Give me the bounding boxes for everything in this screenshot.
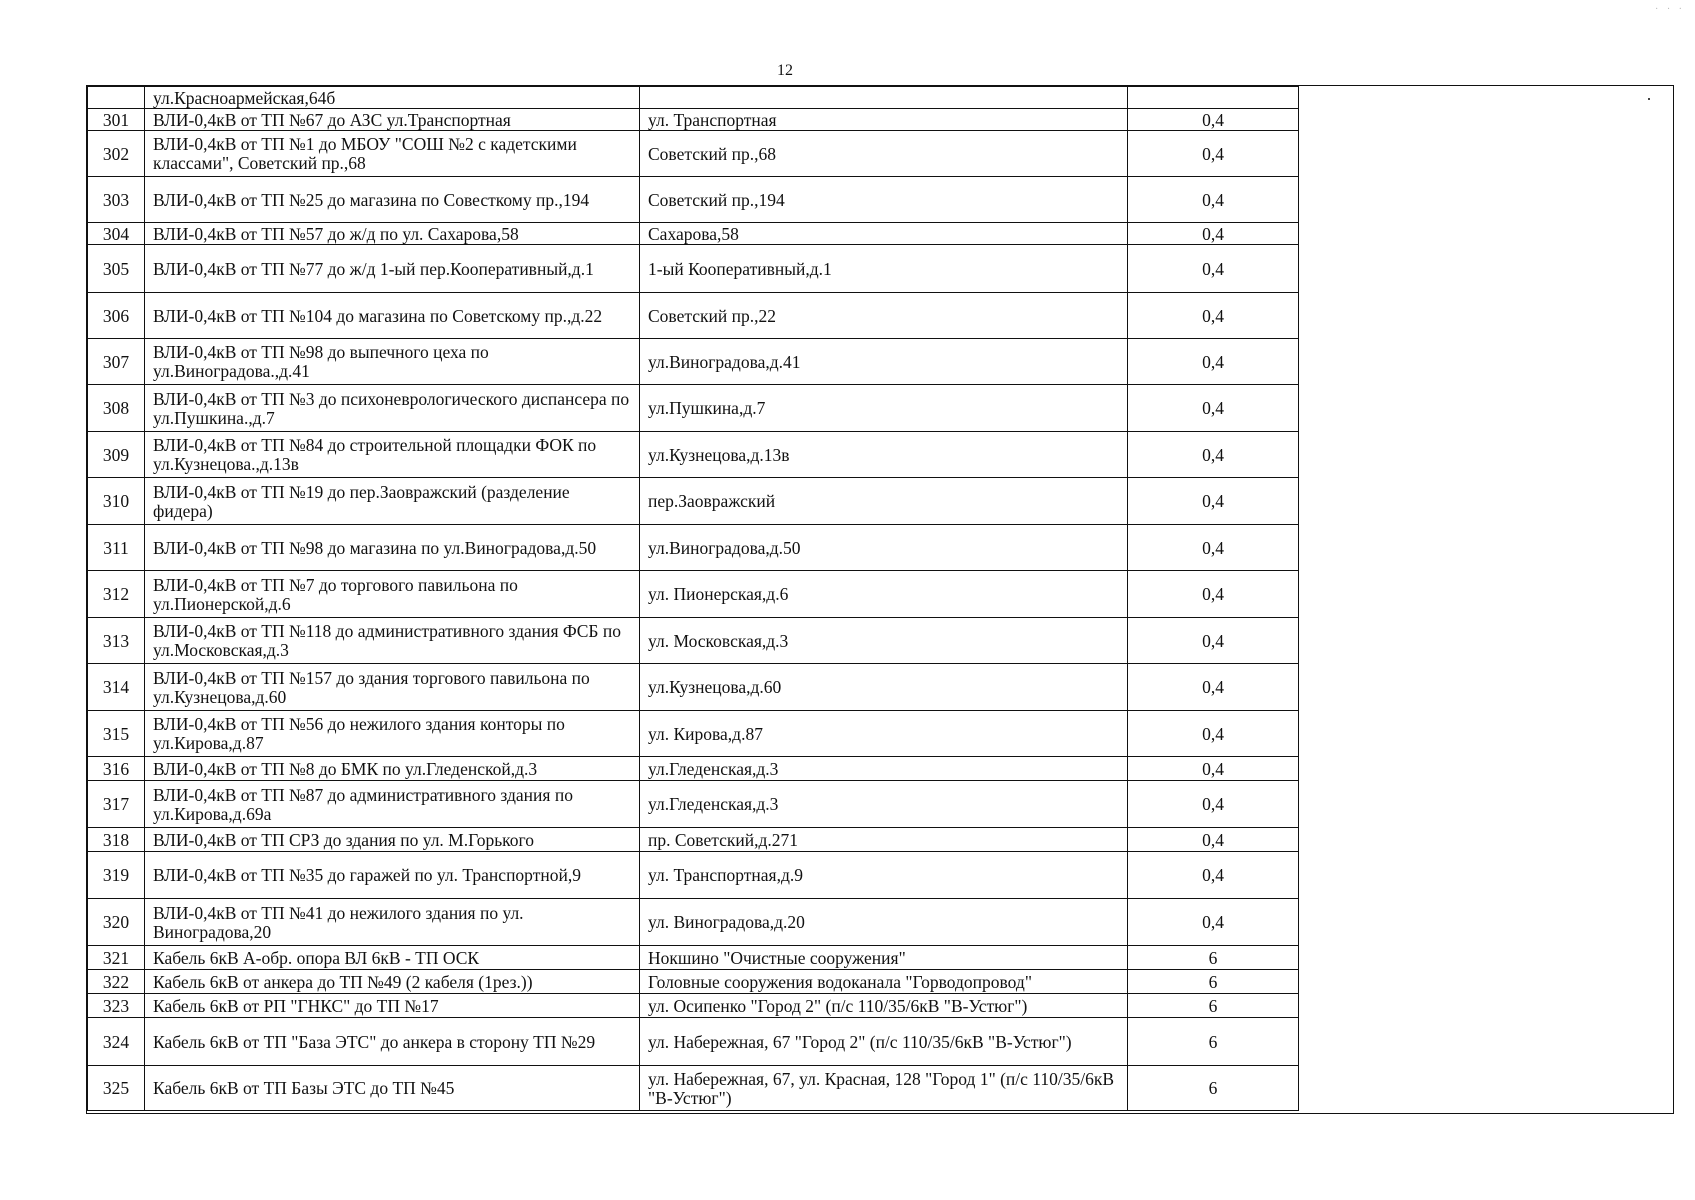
line-description-cell: ВЛИ-0,4кВ от ТП №98 до магазина по ул.Виноградова,д.50: [145, 525, 640, 571]
row-number-cell: 306: [88, 293, 145, 339]
table-row: [88, 664, 1299, 711]
row-number-cell: 321: [88, 946, 145, 970]
voltage-cell: 0,4: [1128, 293, 1299, 339]
table-row: [88, 1018, 1299, 1066]
address-cell: ул. Кирова,д.87: [640, 711, 1128, 757]
address-cell: ул.Кузнецова,д.60: [640, 664, 1128, 711]
row-number-cell: 303: [88, 177, 145, 223]
table-row: [88, 994, 1299, 1018]
scan-corner-mark: · · ·: [1655, 4, 1685, 15]
table-row: [88, 339, 1299, 385]
address-cell: Сахарова,58: [640, 223, 1128, 245]
row-number-cell: 313: [88, 618, 145, 664]
voltage-cell: 0,4: [1128, 711, 1299, 757]
address-cell: пер.Заовражский: [640, 478, 1128, 525]
address-cell: Головные сооружения водоканала "Горводопровод": [640, 970, 1128, 994]
address-cell: ул. Виноградова,д.20: [640, 899, 1128, 946]
line-description-cell: ВЛИ-0,4кВ от ТП №87 до административного здания по ул.Кирова,д.69а: [145, 781, 640, 828]
row-number-cell: 308: [88, 385, 145, 432]
voltage-cell: 0,4: [1128, 618, 1299, 664]
voltage-cell: 0,4: [1128, 757, 1299, 781]
table-row: [88, 245, 1299, 293]
row-number-cell: 323: [88, 994, 145, 1018]
voltage-cell: 0,4: [1128, 223, 1299, 245]
table-row: [88, 781, 1299, 828]
row-number-cell: 310: [88, 478, 145, 525]
table-row: [88, 525, 1299, 571]
voltage-cell: 6: [1128, 946, 1299, 970]
row-number-cell: 307: [88, 339, 145, 385]
voltage-cell: 0,4: [1128, 245, 1299, 293]
address-cell: ул.Виноградова,д.50: [640, 525, 1128, 571]
page-number: 12: [777, 62, 793, 79]
address-cell: ул.Кузнецова,д.13в: [640, 432, 1128, 478]
line-description-cell: ВЛИ-0,4кВ от ТП №84 до строительной площадки ФОК по ул.Кузнецова.,д.13в: [145, 432, 640, 478]
address-cell: ул.Гледенская,д.3: [640, 781, 1128, 828]
line-description-cell: ВЛИ-0,4кВ от ТП №57 до ж/д по ул. Сахарова,58: [145, 223, 640, 245]
address-cell: ул.Пушкина,д.7: [640, 385, 1128, 432]
line-description-cell: ВЛИ-0,4кВ от ТП №67 до АЗС ул.Транспортная: [145, 109, 640, 131]
table-row: [88, 618, 1299, 664]
table-row: [88, 711, 1299, 757]
row-number-cell: [88, 87, 145, 109]
table-row: [88, 223, 1299, 245]
table-row: [88, 478, 1299, 525]
voltage-cell: 0,4: [1128, 571, 1299, 618]
row-number-cell: 309: [88, 432, 145, 478]
row-number-cell: 305: [88, 245, 145, 293]
table-row: [88, 852, 1299, 899]
line-description-cell: ВЛИ-0,4кВ от ТП №157 до здания торгового павильона по ул.Кузнецова,д.60: [145, 664, 640, 711]
voltage-cell: 0,4: [1128, 131, 1299, 177]
row-number-cell: 325: [88, 1066, 145, 1111]
address-cell: Советский пр.,22: [640, 293, 1128, 339]
voltage-cell: 6: [1128, 1018, 1299, 1066]
voltage-cell: 0,4: [1128, 177, 1299, 223]
line-description-cell: Кабель 6кВ от анкера до ТП №49 (2 кабеля (1рез.)): [145, 970, 640, 994]
row-number-cell: 302: [88, 131, 145, 177]
power-lines-table: [87, 86, 1299, 1111]
table-row: [88, 432, 1299, 478]
address-cell: Советский пр.,194: [640, 177, 1128, 223]
line-description-cell: Кабель 6кВ от ТП "База ЭТС" до анкера в сторону ТП №29: [145, 1018, 640, 1066]
row-number-cell: 316: [88, 757, 145, 781]
line-description-cell: Кабель 6кВ от ТП Базы ЭТС до ТП №45: [145, 1066, 640, 1111]
line-description-cell: Кабель 6кВ А-обр. опора ВЛ 6кВ - ТП ОСК: [145, 946, 640, 970]
line-description-cell: ВЛИ-0,4кВ от ТП СРЗ до здания по ул. М.Горького: [145, 828, 640, 852]
address-cell: ул. Транспортная: [640, 109, 1128, 131]
line-description-cell: ВЛИ-0,4кВ от ТП №3 до психоневрологического диспансера по ул.Пушкина.,д.7: [145, 385, 640, 432]
row-number-cell: 322: [88, 970, 145, 994]
line-description-cell: ВЛИ-0,4кВ от ТП №35 до гаражей по ул. Транспортной,9: [145, 852, 640, 899]
row-number-cell: 318: [88, 828, 145, 852]
voltage-cell: 0,4: [1128, 664, 1299, 711]
line-description-cell: ВЛИ-0,4кВ от ТП №41 до нежилого здания по ул. Виноградова,20: [145, 899, 640, 946]
line-description-cell: ВЛИ-0,4кВ от ТП №19 до пер.Заовражский (разделение фидера): [145, 478, 640, 525]
voltage-cell: 6: [1128, 994, 1299, 1018]
table-row: [88, 828, 1299, 852]
table-row: [88, 571, 1299, 618]
row-number-cell: 304: [88, 223, 145, 245]
voltage-cell: 6: [1128, 970, 1299, 994]
row-number-cell: 301: [88, 109, 145, 131]
address-cell: ул. Набережная, 67, ул. Красная, 128 "Город 1" (п/с 110/35/6кВ "В-Устюг"): [640, 1066, 1128, 1111]
address-cell: пр. Советский,д.271: [640, 828, 1128, 852]
table-row: [88, 970, 1299, 994]
voltage-cell: 0,4: [1128, 781, 1299, 828]
voltage-cell: 0,4: [1128, 339, 1299, 385]
address-cell: ул. Пионерская,д.6: [640, 571, 1128, 618]
voltage-cell: 0,4: [1128, 109, 1299, 131]
line-description-cell: ВЛИ-0,4кВ от ТП №118 до административного здания ФСБ по ул.Московская,д.3: [145, 618, 640, 664]
table-row: [88, 946, 1299, 970]
address-cell: ул. Набережная, 67 "Город 2" (п/с 110/35/6кВ "В-Устюг"): [640, 1018, 1128, 1066]
voltage-cell: 6: [1128, 1066, 1299, 1111]
line-description-cell: ВЛИ-0,4кВ от ТП №77 до ж/д 1-ый пер.Кооперативный,д.1: [145, 245, 640, 293]
table-row: [88, 899, 1299, 946]
row-number-cell: 311: [88, 525, 145, 571]
table-row: [88, 757, 1299, 781]
table-row: [88, 293, 1299, 339]
line-description-cell: ул.Красноармейская,64б: [145, 87, 640, 109]
line-description-cell: ВЛИ-0,4кВ от ТП №104 до магазина по Советскому пр.,д.22: [145, 293, 640, 339]
row-number-cell: 319: [88, 852, 145, 899]
line-description-cell: ВЛИ-0,4кВ от ТП №8 до БМК по ул.Гледенской,д.3: [145, 757, 640, 781]
voltage-cell: 0,4: [1128, 385, 1299, 432]
line-description-cell: ВЛИ-0,4кВ от ТП №25 до магазина по Совесткому пр.,194: [145, 177, 640, 223]
scan-speck: [1648, 98, 1650, 100]
line-description-cell: Кабель 6кВ от РП "ГНКС" до ТП №17: [145, 994, 640, 1018]
voltage-cell: 0,4: [1128, 432, 1299, 478]
voltage-cell: 0,4: [1128, 852, 1299, 899]
row-number-cell: 317: [88, 781, 145, 828]
line-description-cell: ВЛИ-0,4кВ от ТП №7 до торгового павильона по ул.Пионерской,д.6: [145, 571, 640, 618]
address-cell: [640, 87, 1128, 109]
table-row: [88, 385, 1299, 432]
address-cell: Нокшино "Очистные сооружения": [640, 946, 1128, 970]
voltage-cell: [1128, 87, 1299, 109]
table-row: [88, 1066, 1299, 1111]
row-number-cell: 312: [88, 571, 145, 618]
table-row: [88, 131, 1299, 177]
table-body: [88, 87, 1299, 1111]
address-cell: ул. Осипенко "Город 2" (п/с 110/35/6кВ "В-Устюг"): [640, 994, 1128, 1018]
voltage-cell: 0,4: [1128, 828, 1299, 852]
row-number-cell: 324: [88, 1018, 145, 1066]
voltage-cell: 0,4: [1128, 899, 1299, 946]
address-cell: 1-ый Кооперативный,д.1: [640, 245, 1128, 293]
voltage-cell: 0,4: [1128, 525, 1299, 571]
address-cell: ул.Виноградова,д.41: [640, 339, 1128, 385]
address-cell: Советский пр.,68: [640, 131, 1128, 177]
line-description-cell: ВЛИ-0,4кВ от ТП №56 до нежилого здания конторы по ул.Кирова,д.87: [145, 711, 640, 757]
table-row: [88, 109, 1299, 131]
table-row: [88, 87, 1299, 109]
voltage-cell: 0,4: [1128, 478, 1299, 525]
table-row: [88, 177, 1299, 223]
row-number-cell: 320: [88, 899, 145, 946]
address-cell: ул.Гледенская,д.3: [640, 757, 1128, 781]
address-cell: ул. Московская,д.3: [640, 618, 1128, 664]
row-number-cell: 314: [88, 664, 145, 711]
row-number-cell: 315: [88, 711, 145, 757]
line-description-cell: ВЛИ-0,4кВ от ТП №98 до выпечного цеха по ул.Виноградова.,д.41: [145, 339, 640, 385]
line-description-cell: ВЛИ-0,4кВ от ТП №1 до МБОУ "СОШ №2 с кадетскими классами", Советский пр.,68: [145, 131, 640, 177]
address-cell: ул. Транспортная,д.9: [640, 852, 1128, 899]
